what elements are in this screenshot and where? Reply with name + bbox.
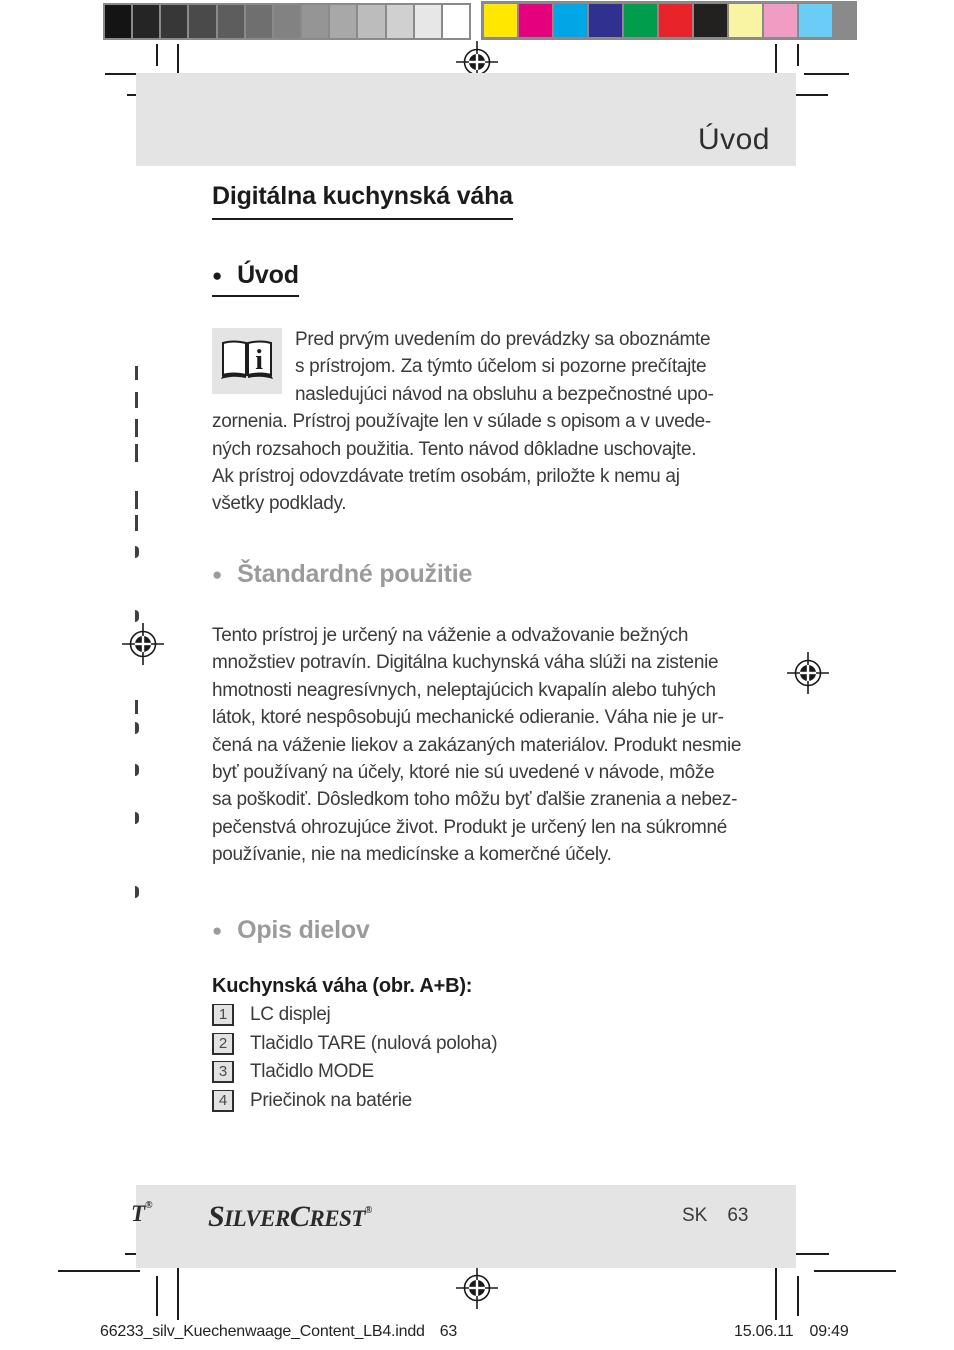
trim-mark xyxy=(58,1270,140,1272)
calibration-swatch xyxy=(554,4,587,37)
sheet-number: 63 xyxy=(439,1323,458,1340)
color-calibration-bar xyxy=(481,1,857,40)
section-heading-label: Úvod xyxy=(237,261,299,289)
list-item xyxy=(212,1001,497,1030)
trim-mark xyxy=(156,44,158,66)
calibration-swatch xyxy=(218,5,244,38)
grayscale-calibration-bar xyxy=(103,3,471,40)
page-edge-artifact xyxy=(135,764,139,776)
time: 09:49 xyxy=(809,1323,849,1340)
trim-mark xyxy=(791,94,828,96)
header-bar xyxy=(136,73,796,166)
list-item xyxy=(212,1058,497,1087)
text-line: nasledujúci návod na obsluhu a bezpečnostné upo- xyxy=(295,383,714,405)
page-edge-artifact xyxy=(135,419,138,437)
page-number: 63 xyxy=(727,1205,749,1226)
registration-mark-icon xyxy=(455,1266,499,1310)
calibration-swatch xyxy=(358,5,384,38)
filename: 66233_silv_Kuechenwaage_Content_LB4.indd xyxy=(100,1323,425,1340)
section-heading-parts xyxy=(212,916,370,945)
clipped-brand-logo: T® xyxy=(131,1200,153,1226)
calibration-swatch xyxy=(799,4,832,37)
calibration-swatch xyxy=(133,5,159,38)
text-line: látok, ktoré nespôsobujú mechanické odieranie. Váha nie je ur- xyxy=(212,707,724,729)
file-imprint xyxy=(100,1323,457,1341)
intro-paragraph xyxy=(212,326,752,518)
text-line: Ak prístroj odovzdávate tretím osobám, priložte k nemu aj xyxy=(212,466,680,488)
calibration-swatch xyxy=(330,5,356,38)
calibration-swatch xyxy=(189,5,215,38)
calibration-swatch xyxy=(624,4,657,37)
calibration-swatch xyxy=(484,4,517,37)
trim-mark xyxy=(797,44,799,66)
text-line: zornenia. Prístroj používajte len v súlade s opisom a v uvede- xyxy=(212,411,711,433)
timestamp-imprint xyxy=(734,1323,849,1341)
trim-mark xyxy=(791,1253,829,1255)
page-edge-artifact xyxy=(135,515,138,531)
calibration-swatch xyxy=(659,4,692,37)
item-number-box: 4 xyxy=(212,1090,234,1112)
item-number-box: 2 xyxy=(212,1033,234,1055)
language-code: SK xyxy=(682,1205,708,1226)
calibration-swatch xyxy=(443,5,469,38)
calibration-swatch xyxy=(387,5,413,38)
calibration-swatch xyxy=(729,4,762,37)
section-heading-label: Štandardné použitie xyxy=(237,560,473,588)
page-edge-artifact xyxy=(135,886,139,898)
text-line: Tento prístroj je určený na váženie a odvažovanie bežných xyxy=(212,625,689,646)
item-label: Priečinok na batérie xyxy=(250,1089,412,1111)
trim-mark xyxy=(804,73,849,75)
page-edge-artifact xyxy=(135,491,138,509)
parts-list xyxy=(212,1001,497,1115)
silvercrest-logo: SILVERCREST® xyxy=(208,1200,373,1233)
text-line: sa poškodiť. Dôsledkom toho môžu byť ďalšie zranenia a nebez- xyxy=(212,789,738,811)
page-edge-artifact xyxy=(135,812,139,824)
text-line: všetky podklady. xyxy=(212,493,347,515)
calibration-swatch xyxy=(415,5,441,38)
parts-subheading: Kuchynská váha (obr. A+B): xyxy=(212,975,473,997)
running-header: Úvod xyxy=(697,123,770,156)
trim-mark xyxy=(156,1276,158,1316)
open-book-icon xyxy=(219,337,275,385)
bullet-icon: ● xyxy=(212,565,223,584)
standard-use-paragraph xyxy=(212,622,752,869)
registration-mark-icon xyxy=(786,651,830,695)
page-edge-artifact xyxy=(135,366,138,380)
list-item xyxy=(212,1030,497,1059)
page-edge-artifact xyxy=(135,392,138,408)
text-line: ných rozsahoch použitia. Tento návod dôkladne uschovajte. xyxy=(212,438,697,460)
text-line: Pred prvým uvedením do prevádzky sa oboznámte xyxy=(295,329,711,350)
bullet-icon: ● xyxy=(212,921,223,940)
item-number-box: 1 xyxy=(212,1004,234,1026)
date: 15.06.11 xyxy=(734,1323,794,1340)
calibration-swatch xyxy=(246,5,272,38)
svg-text:i: i xyxy=(255,345,263,376)
item-label: LC displej xyxy=(250,1004,331,1026)
page-code xyxy=(682,1205,749,1227)
item-label: Tlačidlo MODE xyxy=(250,1061,374,1083)
item-label: Tlačidlo TARE (nulová poloha) xyxy=(250,1032,498,1054)
page-edge-artifact xyxy=(135,700,138,714)
page-edge-artifact xyxy=(135,610,139,622)
text-line: pečenstvá ohrozujúce život. Produkt je určený len na súkromné xyxy=(212,816,728,838)
page-title: Digitálna kuchynská váha xyxy=(212,182,513,220)
calibration-swatch xyxy=(274,5,300,38)
page-edge-artifact xyxy=(135,444,138,462)
calibration-swatch xyxy=(105,5,131,38)
bullet-icon: ● xyxy=(212,266,223,285)
trim-mark xyxy=(177,1268,179,1320)
registration-mark-icon xyxy=(121,622,165,666)
text-line: množstiev potravín. Digitálna kuchynská váha slúži na zistenie xyxy=(212,652,719,674)
calibration-swatch xyxy=(519,4,552,37)
section-heading-label: Opis dielov xyxy=(237,916,370,944)
trim-mark xyxy=(814,1270,896,1272)
text-line: hmotnosti neagresívnych, neleptajúcich kvapalín alebo tuhých xyxy=(212,679,716,701)
trim-mark xyxy=(775,1268,777,1320)
item-number-box: 3 xyxy=(212,1061,234,1083)
text-line: byť používaný na účely, ktoré nie sú uvedené v návode, môže xyxy=(212,762,715,784)
calibration-swatch xyxy=(589,4,622,37)
list-item xyxy=(212,1087,497,1116)
calibration-swatch xyxy=(302,5,328,38)
calibration-swatch xyxy=(764,4,797,37)
information-book-icon xyxy=(212,328,282,394)
calibration-swatch xyxy=(694,4,727,37)
page-edge-artifact xyxy=(135,546,139,558)
text-line: čená na váženie liekov a zakázaných materiálov. Produkt nesmie xyxy=(212,734,742,756)
section-heading-intro xyxy=(212,261,299,297)
text-line: s prístrojom. Za týmto účelom si pozorne prečítajte xyxy=(295,356,707,378)
page-edge-artifact xyxy=(135,722,139,734)
calibration-swatch xyxy=(161,5,187,38)
text-line: používanie, nie na medicínske a komerčné účely. xyxy=(212,844,612,866)
trim-mark xyxy=(797,1276,799,1316)
section-heading-standard-use xyxy=(212,560,472,589)
